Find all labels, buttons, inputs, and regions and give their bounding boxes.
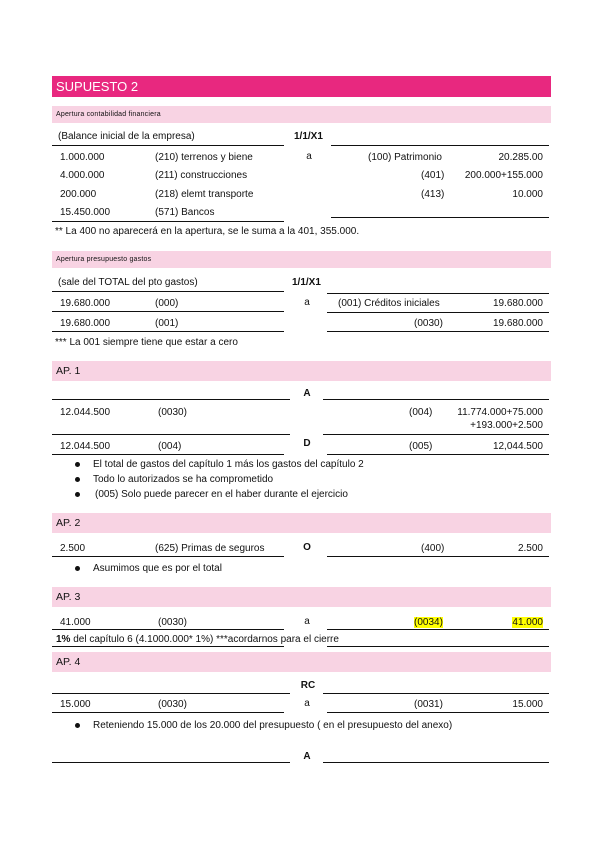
note: *** La 001 siempre tiene que estar a cero (55, 337, 238, 348)
debit-account: (001) (155, 318, 179, 329)
list-item: Asumimos que es por el total (93, 563, 222, 574)
entry-date: 1/1/X1 (294, 131, 323, 142)
credit-account: (100) Patrimonio (368, 152, 442, 163)
rule (52, 311, 284, 312)
debit-amount: 2.500 (60, 543, 86, 554)
rule (327, 556, 549, 557)
bullet-icon (75, 462, 80, 467)
entry-connector: a (304, 698, 310, 709)
debit-amount: 200.000 (60, 189, 97, 200)
entry-letter: A (303, 751, 311, 762)
debit-amount: 15.450.000 (60, 207, 111, 218)
debit-amount: 41.000 (60, 617, 91, 628)
rule (327, 293, 549, 294)
rule (327, 712, 549, 713)
debit-account: (210) terrenos y biene (155, 152, 253, 163)
debit-account: (211) construcciones (155, 170, 248, 181)
list-item: Todo lo autorizados se ha comprometido (93, 474, 274, 485)
entry-connector: a (306, 151, 312, 162)
note: ** La 400 no aparecerá en la apertura, se le suma a la 401, 355.000. (55, 226, 360, 237)
bullet-icon (75, 477, 80, 482)
credit-amount-continued: +193.000+2.500 (470, 420, 543, 431)
credit-amount-highlighted: 41.000 (512, 617, 543, 628)
entry-date: 1/1/X1 (292, 277, 321, 288)
credit-account: (0031) (414, 699, 443, 710)
rule (331, 145, 549, 146)
rule (52, 291, 284, 292)
rule (327, 312, 549, 313)
balance-inicial-label: (Balance inicial de la empresa) (58, 131, 195, 142)
debit-amount: 19.680.000 (60, 298, 111, 309)
rule (52, 221, 284, 222)
rule (52, 399, 290, 400)
rule (323, 693, 549, 694)
rule (52, 556, 284, 557)
rule (52, 712, 284, 713)
credit-account: (0030) (414, 318, 443, 329)
rule (52, 762, 290, 763)
rule (52, 693, 290, 694)
credit-account: (413) (421, 189, 445, 200)
debit-amount: 12.044.500 (60, 407, 111, 418)
section-header-apertura-financiera: Apertura contabilidad financiera (52, 106, 551, 123)
entry-connector: a (304, 616, 310, 627)
section-header-apertura-presupuesto: Apertura presupuesto gastos (52, 251, 551, 268)
rule (323, 434, 549, 435)
section-header-ap1: AP. 1 (52, 361, 551, 381)
rule (52, 331, 284, 332)
rule (323, 762, 549, 763)
credit-amount: 2.500 (517, 543, 543, 554)
entry-letter: RC (300, 680, 316, 691)
rule (323, 399, 549, 400)
credit-amount: 20.285.00 (498, 152, 543, 163)
bullet-icon (75, 723, 80, 728)
debit-account: (625) Primas de seguros (155, 543, 265, 554)
list-item: El total de gastos del capítulo 1 más los gastos del capítulo 2 (93, 459, 364, 470)
credit-amount: 12,044.500 (492, 441, 543, 452)
entry-letter: A (303, 388, 311, 399)
pto-gastos-label: (sale del TOTAL del pto gastos) (58, 277, 198, 288)
credit-account: (001) Créditos iniciales (338, 298, 440, 309)
debit-account: (0030) (158, 617, 187, 628)
debit-account: (004) (158, 441, 182, 452)
debit-account: (0030) (158, 699, 187, 710)
rule (52, 145, 284, 146)
entry-letter: D (303, 438, 311, 449)
rule (52, 629, 284, 630)
rule (327, 454, 549, 455)
credit-amount: 200.000+155.000 (464, 170, 543, 181)
debit-amount: 12.044.500 (60, 441, 111, 452)
note (56, 634, 339, 645)
credit-amount: 11.774.000+75.000 (457, 407, 543, 418)
credit-account: (004) (409, 407, 433, 418)
credit-account: (005) (409, 441, 433, 452)
credit-account: (401) (421, 170, 445, 181)
debit-amount: 4.000.000 (60, 170, 105, 181)
page-title: SUPUESTO 2 (52, 76, 551, 97)
debit-amount: 1.000.000 (60, 152, 105, 163)
rule (327, 646, 549, 647)
section-header-ap3: AP. 3 (52, 587, 551, 607)
debit-account: (000) (155, 298, 179, 309)
entry-letter: O (303, 542, 311, 553)
debit-account: (218) elemt transporte (155, 189, 254, 200)
credit-amount: 19.680.000 (492, 298, 543, 309)
section-header-ap4: AP. 4 (52, 652, 551, 672)
rule (327, 629, 549, 630)
note-percent: 1% (56, 634, 71, 645)
credit-amount: 19.680.000 (492, 318, 543, 329)
debit-account: (571) Bancos (155, 207, 215, 218)
debit-amount: 15.000 (60, 699, 91, 710)
list-item: (005) Solo puede parecer en el haber durante el ejercicio (95, 489, 348, 500)
entry-connector: a (304, 297, 310, 308)
credit-account-highlighted: (0034) (414, 617, 443, 628)
note-text: del capítulo 6 (4.1000.000* 1%) ***acordarnos para el cierre (70, 634, 339, 645)
rule (327, 331, 549, 332)
bullet-icon (75, 492, 80, 497)
credit-amount: 15.000 (512, 699, 543, 710)
debit-amount: 19.680.000 (60, 318, 111, 329)
section-header-ap2: AP. 2 (52, 513, 551, 533)
rule (52, 454, 284, 455)
list-item: Reteniendo 15.000 de los 20.000 del presupuesto ( en el presupuesto del anexo) (93, 720, 453, 731)
rule (331, 217, 549, 218)
rule (52, 434, 290, 435)
credit-amount: 10.000 (512, 189, 543, 200)
bullet-icon (75, 566, 80, 571)
credit-account: (400) (421, 543, 445, 554)
debit-account: (0030) (158, 407, 187, 418)
rule (52, 646, 284, 647)
